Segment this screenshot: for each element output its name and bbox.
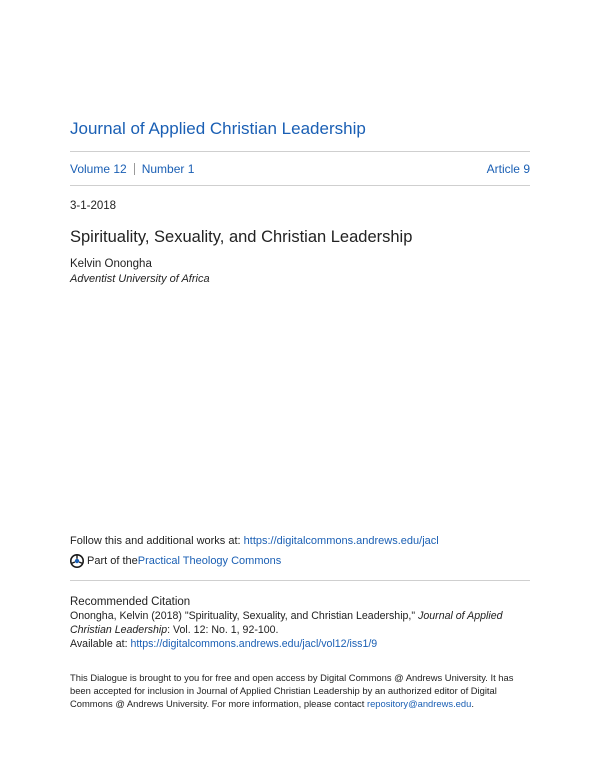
author-name: Kelvin Onongha	[70, 258, 152, 270]
volume-link[interactable]: Volume 12	[70, 162, 127, 176]
part-of-prefix: Part of the	[87, 555, 138, 567]
follow-prefix: Follow this and additional works at:	[70, 535, 244, 547]
follow-line	[70, 535, 439, 547]
available-prefix: Available at:	[70, 638, 131, 650]
issue-separator	[134, 163, 135, 175]
citation-divider	[70, 580, 530, 581]
citation-heading: Recommended Citation	[70, 596, 191, 608]
citation-journal: Journal of Applied Christian Leadership	[70, 610, 503, 636]
citation-volume: : Vol. 12: No. 1, 92-100.	[167, 624, 279, 636]
citation-body	[70, 609, 530, 651]
follow-url-link[interactable]: https://digitalcommons.andrews.edu/jacl	[243, 535, 439, 547]
bottom-divider	[70, 185, 530, 186]
part-of-line	[70, 554, 281, 568]
footer-notice	[70, 671, 530, 710]
number-link[interactable]: Number 1	[141, 162, 195, 176]
article-title: Spirituality, Sexuality, and Christian Leadership	[70, 228, 413, 246]
repository-email-link[interactable]: repository@andrews.edu	[366, 698, 472, 709]
issue-bar	[70, 162, 530, 176]
top-divider	[70, 151, 530, 152]
journal-title-link[interactable]: Journal of Applied Christian Leadership	[70, 119, 366, 138]
citation-text: Onongha, Kelvin (2018) "Spirituality, Sexuality, and Christian Leadership,"	[70, 610, 419, 622]
network-logo-icon	[70, 554, 84, 568]
publication-date: 3-1-2018	[70, 200, 117, 212]
author-affiliation: Adventist University of Africa	[70, 273, 210, 285]
available-url-link[interactable]: https://digitalcommons.andrews.edu/jacl/vol12/iss1/9	[130, 638, 378, 650]
footer-end: .	[471, 698, 474, 709]
footer-main-text: This Dialogue is brought to you for free and open access by Digital Commons @ Andrews University. It has been accepted for inclusion in Journal of Applied Christian Leadership by an authorized editor of Digital Commons @ Andrews University. For more information, please contact	[70, 672, 514, 709]
practical-theology-commons-link[interactable]: Practical Theology Commons	[137, 555, 282, 567]
article-link[interactable]: Article 9	[486, 162, 530, 176]
